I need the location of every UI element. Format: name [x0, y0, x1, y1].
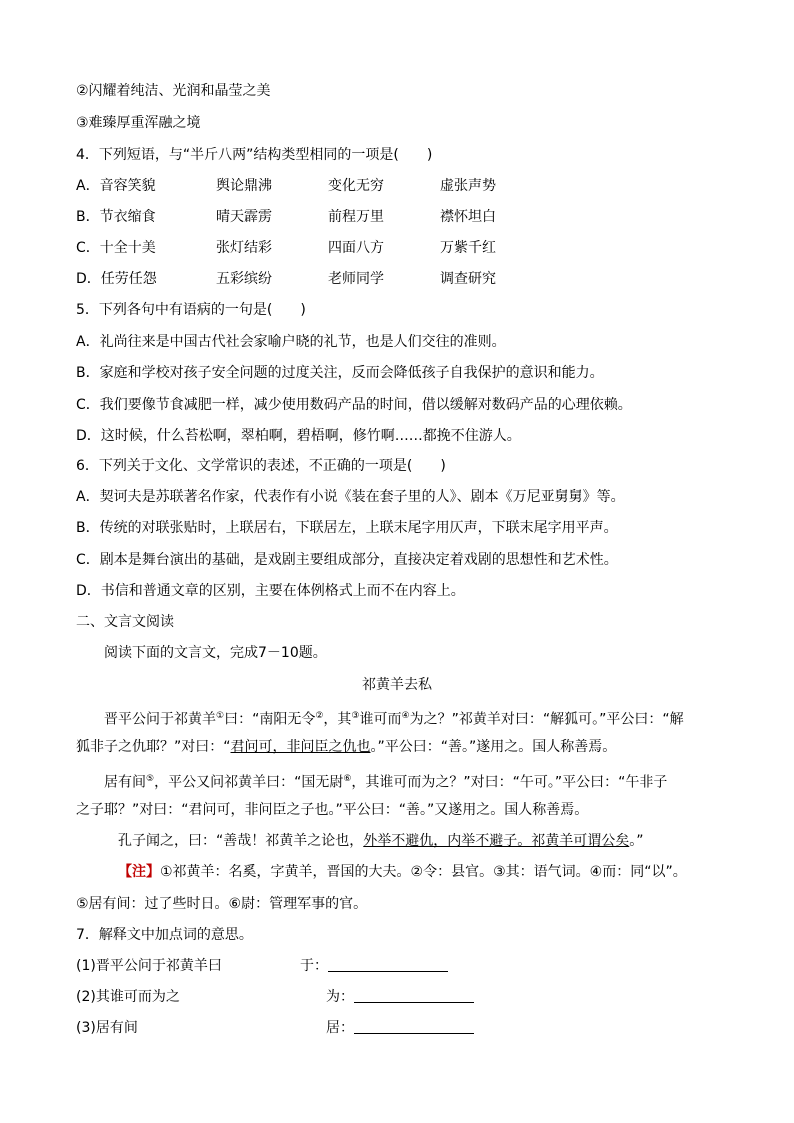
underlined-sentence: 外举不避仇，内举不避子。祁黄羊可谓公矣: [363, 833, 630, 849]
passage-title: 祁黄羊去私: [362, 677, 432, 693]
q7-item-3: (3)居有间: [76, 1020, 138, 1036]
q6-option-c: C．剧本是舞台演出的基础，是戏剧主要组成部分，直接决定着戏剧的思想性和艺术性。: [76, 552, 618, 568]
q7-item-1: (1)晋平公问于祁黄羊曰: [76, 958, 222, 974]
answer-blank: [354, 1019, 474, 1034]
passage-p2-line2: 之子耶？”对曰：“君问可，非问臣之子也。”平公曰：“善。”又遂用之。国人称善焉。: [76, 802, 589, 818]
passage-p3: 孔子闻之，曰：“善哉！祁黄羊之论也，外举不避仇，内举不避子。祁黄羊可谓公矣。”: [118, 833, 644, 849]
passage-p2-line1: 居有间⑤，平公又问祁黄羊曰：“国无尉⑥，其谁可而为之？”对曰：“午可。”平公曰：“午非子: [104, 774, 668, 791]
q7-answer-2[interactable]: 为：: [326, 987, 474, 1007]
q6-option-b: B．传统的对联张贴时，上联居右，下联居左，上联末尾字用仄声，下联末尾字用平声。: [76, 520, 618, 536]
q5-option-a: A．礼尚往来是中国古代社会家喻户晓的礼节，也是人们交往的准则。: [76, 334, 506, 350]
q6-option-a: A．契诃夫是苏联著名作家，代表作有小说《装在套子里的人》、剧本《万尼亚舅舅》等。: [76, 489, 625, 505]
q7-answer-3[interactable]: 居：: [326, 1018, 474, 1038]
notes-line2: ⑤居有间：过了些时日。⑥尉：管理军事的官。: [76, 896, 368, 912]
answer-blank: [328, 957, 448, 972]
q5-option-d: D．这时候，什么苔松啊，翠柏啊，碧梧啊，修竹啊……都挽不住游人。: [76, 428, 521, 444]
notes-line1: 【注】①祁黄羊：名奚，字黄羊，晋国的大夫。②令：县官。③其：语气词。④而：同“以”。: [118, 864, 687, 880]
q6-stem: 6．下列关于文化、文学常识的表述，不正确的一项是( ): [76, 458, 446, 474]
section-intro: 阅读下面的文言文，完成7－10题。: [104, 645, 327, 661]
section-heading: 二、文言文阅读: [76, 614, 174, 630]
document-page: ②闪耀着纯洁、光润和晶莹之美 ③难臻厚重浑融之境 4．下列短语，与“半斤八两”结构类型相同的一项是( ) A．音容笑貌 舆论鼎沸 变化无穷 虚张声势 B．节衣缩食 晴天霹雳 前程万里 襟怀坦白 C．十全十美 张灯结彩 四面八方 万紫千红 D．任劳任怨 五彩缤纷 老师同学 调查研究 5．下列各句中有语病的一句是( ) A．礼尚往来是中国古代社会家喻户晓的礼节，也是人们交往的准则。 B．家庭和学校对孩子安全问题的过度关注，反而会降低孩子自我保护的意识和能力。 C．我们要像节食减肥一样，减少使用数码产品的时间，借以缓解对数码产品的心理依赖。 D．这时候，什么苔松啊，翠柏啊，碧梧啊，修竹啊……都挽不住游人。 6．下列关于文化、文学常识的表述，不正确的一项是( ) A．契诃夫是苏联著名作家，代表作有小说《装在套子里的人》、剧本《万尼亚舅舅》等。 B．传统的对联张贴时，上联居右，下联居左，上联末尾字用仄声，下联末尾字用平声。 C．剧本是舞台演出的基础，是戏剧主要组成部分，直接决定着戏剧的思想性和艺术性。 D．书信和普通文章的区别，主要在体例格式上而不在内容上。 二、文言文阅读 阅读下面的文言文，完成7－10题。 祁黄羊去私 晋平公问于祁黄羊①曰：“南阳无令②，其③谁可而④为之？”祁黄羊对曰：“解狐可。”平公曰：“解 狐非子之仇耶？”对曰：“君问可，非问臣之仇也。”平公曰：“善。”遂用之。国人称善焉。 居有间⑤，平公又问祁黄羊曰：“国无尉⑥，其谁可而为之？”对曰：“午可。”平公曰：“午非子 之子耶？”对曰：“君问可，非问臣之子也。”平公曰：“善。”又遂用之。国人称善焉。 孔子闻之，曰：“善哉！祁黄羊之论也，外举不避仇，内举不避子。祁黄羊可谓公矣。” 【注】①祁黄羊：名奚，字黄羊，晋国的大夫。②令：县官。③其：语气词。④而：同“以”。 ⑤居有间：过了些时日。⑥尉：管理军事的官。 7．解释文中加点词的意思。 (1)晋平公问于祁黄羊曰 于： (2)其谁可而为之 为： (3)居有间 居：: [0, 0, 794, 1123]
note-label: 【注】: [118, 864, 160, 880]
q7-item-2: (2)其谁可而为之: [76, 989, 180, 1005]
q7-stem: 7．解释文中加点词的意思。: [76, 927, 253, 943]
q5-option-c: C．我们要像节食减肥一样，减少使用数码产品的时间，借以缓解对数码产品的心理依赖。: [76, 397, 632, 413]
line-3: ③难臻厚重浑融之境: [76, 115, 201, 131]
passage-p1-line2: 狐非子之仇耶？”对曰：“君问可，非问臣之仇也。”平公曰：“善。”遂用之。国人称善焉。: [76, 739, 617, 755]
passage-p1-line1: 晋平公问于祁黄羊①曰：“南阳无令②，其③谁可而④为之？”祁黄羊对曰：“解狐可。”平公曰：“解: [104, 711, 684, 728]
q7-answer-1[interactable]: 于：: [300, 956, 448, 976]
q5-stem: 5．下列各句中有语病的一句是( ): [76, 302, 306, 318]
answer-blank: [354, 988, 474, 1003]
line-2: ②闪耀着纯洁、光润和晶莹之美: [76, 83, 271, 99]
q5-option-b: B．家庭和学校对孩子安全问题的过度关注，反而会降低孩子自我保护的意识和能力。: [76, 365, 604, 381]
q4-stem: 4．下列短语，与“半斤八两”结构类型相同的一项是( ): [76, 147, 433, 163]
underlined-phrase: 君问可，非问臣之仇也: [230, 739, 371, 755]
q6-option-d: D．书信和普通文章的区别，主要在体例格式上而不在内容上。: [76, 583, 465, 599]
